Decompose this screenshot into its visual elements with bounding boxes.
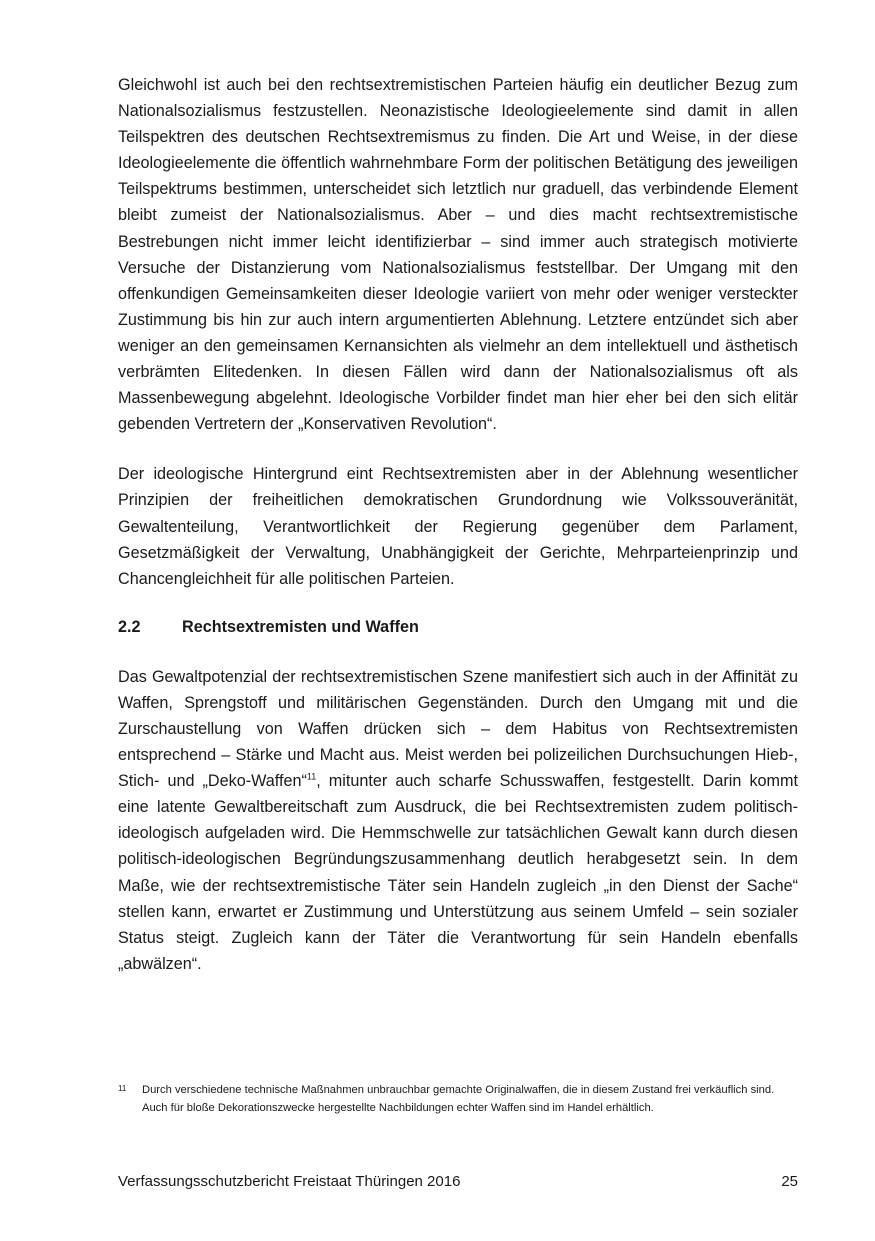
page-footer bbox=[118, 1170, 798, 1194]
footnote-number: 11 bbox=[118, 1084, 127, 1093]
paragraph-1: Gleichwohl ist auch bei den rechtsextremistischen Parteien häufig ein deutlicher Bezug zum Nationalsozialismus festzustellen. Neonazistische Ideologieelemente sind damit in allen Teilspektren des deutschen Rechtsextremismus zu finden. Die Art und Weise, in der diese Ideologieelemente die öffentlich wahrnehmbare Form der politischen Betätigung des jeweiligen Teilspektrums bestimmen, unterscheidet sich letztlich nur graduell, das verbindende Element bleibt zumeist der Nationalsozialismus. Aber – und dies macht rechtsextremistische Bestrebungen nicht immer leicht identifizierbar – sind immer auch strategisch motivierte Versuche der Distanzierung vom Nationalsozialismus feststellbar. Der Umgang mit den offenkundigen Gemeinsamkeiten dieser Ideologie variiert von mehr oder weniger versteckter Zustimmung bis hin zur auch intern argumentierten Ablehnung. Letztere entzündet sich aber weniger an den gemeinsamen Kernansichten als vielmehr an dem intellektuell und ästhetisch verbrämten Elitedenken. In diesen Fällen wird dann der Nationalsozialismus oft als Massenbewegung abgelehnt. Ideologische Vorbilder findet man hier eher bei den sich elitär gebenden Vertretern der „Konservativen Revolution“. bbox=[118, 76, 798, 434]
paragraph-3-part-2: , mitunter auch scharfe Schusswaffen, festgestellt. Darin kommt eine latente Gewaltbereitschaft zum Ausdruck, die bei Rechtsextremisten zudem politisch-ideologisch aufgeladen wird. Die Hemmschwelle zur tatsächlichen Gewalt kann durch diesen politisch-ideologischen Begründungszusammenhang deutlich herabgesetzt sein. In dem Maße, wie der rechtsextremistische Täter sein Handeln zugleich „in den Dienst der Sache“ stellen kann, erwartet er Zustimmung und Unterstützung aus seinem Umfeld – sein sozialer Status steigt. Zugleich kann der Täter die Verantwortung für sein Handeln ebenfalls „abwälzen“. bbox=[118, 772, 799, 973]
footnote bbox=[118, 1081, 798, 1117]
paragraph-3-part-1: Das Gewaltpotenzial der rechtsextremistischen Szene manifestiert sich auch in der Affinität zu Waffen, Sprengstoff und militärischen Gegenständen. Durch den Umgang mit und die Zurschaustellung von Waffen drücken sich – dem Habitus von Rechtsextremisten entsprechend – Stärke und Macht aus. Meist werden bei polizeilichen Durchsuchungen Hieb-, Stich- und „Deko-Waffen“ bbox=[118, 667, 798, 791]
page-number: 25 bbox=[781, 1173, 798, 1190]
section-number: 2.2 bbox=[118, 617, 141, 636]
section-heading bbox=[118, 614, 798, 640]
paragraph-3 bbox=[118, 664, 798, 977]
body-text bbox=[118, 72, 798, 977]
footnote-reference[interactable]: 11 bbox=[306, 771, 317, 782]
footnote-text: Durch verschiedene technische Maßnahmen unbrauchbar gemachte Originalwaffen, die in diesem Zustand frei verkäuflich sind. Auch für bloße Dekorationszwecke hergestellte Nachbildungen echter Waffen sind im Handel erhältlich. bbox=[142, 1084, 775, 1114]
paragraph-2: Der ideologische Hintergrund eint Rechtsextremisten aber in der Ablehnung wesentlicher Prinzipien der freiheitlichen demokratischen Grundordnung wie Volkssouveränität, Gewaltenteilung, Verantwortlichkeit der Regierung gegenüber dem Parlament, Gesetzmäßigkeit der Verwaltung, Unabhängigkeit der Gerichte, Mehrparteienprinzip und Chancengleichheit für alle politischen Parteien. bbox=[118, 465, 798, 588]
section-title: Rechtsextremisten und Waffen bbox=[182, 617, 419, 636]
footer-title: Verfassungsschutzbericht Freistaat Thüringen 2016 bbox=[118, 1173, 461, 1190]
